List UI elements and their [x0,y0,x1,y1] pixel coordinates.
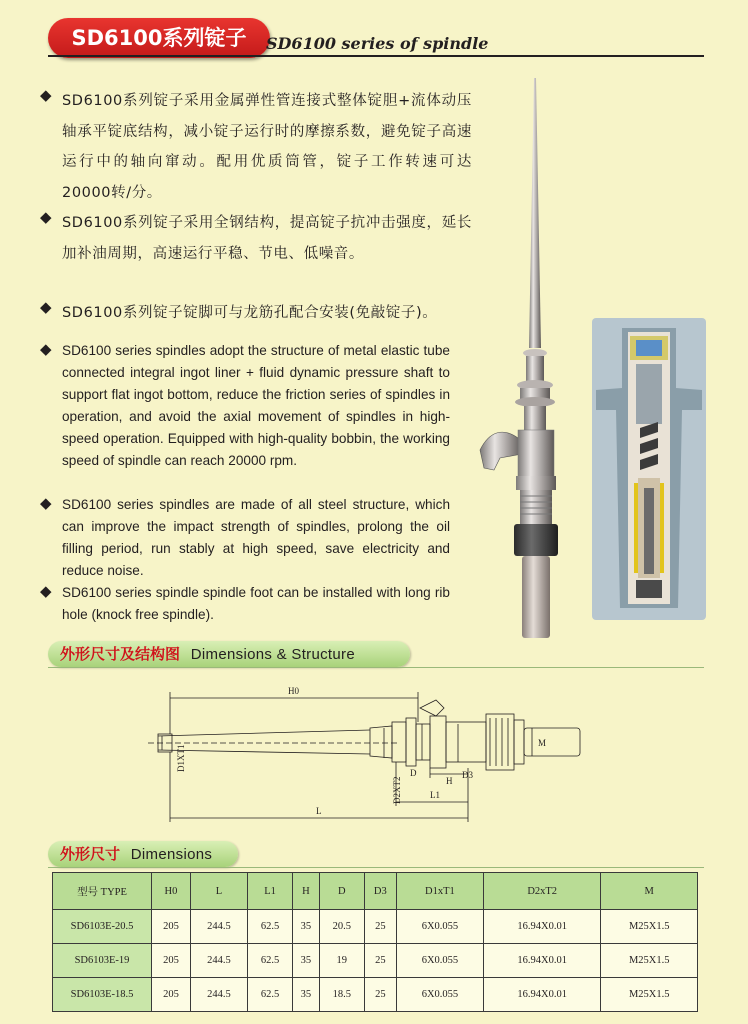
table-header: H0 [152,873,191,910]
table-cell: 16.94X0.01 [483,978,601,1012]
table-cell: 62.5 [248,910,293,944]
table-header: D1xT1 [396,873,483,910]
table-cell: 244.5 [190,944,247,978]
page-title-en: SD6100 series of spindle [266,34,489,53]
feature-en-3 [40,582,450,626]
title-underline [48,55,704,57]
table-cell: M25X1.5 [601,978,698,1012]
table-header: M [601,873,698,910]
dim-label-l1: L1 [430,790,440,800]
diamond-bullet-icon: ◆ [40,340,52,358]
feature-text: SD6100 series spindle spindle foot can be installed with long rib hole (knock free spindle). [62,585,450,622]
table-cell: SD6103E-18.5 [53,978,152,1012]
feature-text: SD6100系列锭子锭脚可与龙筋孔配合安装(免敲锭子)。 [62,305,438,321]
spindle-photo [470,78,580,638]
technical-drawing [140,678,600,828]
table-header: D3 [364,873,396,910]
table-header: H [293,873,320,910]
table-row [53,910,698,944]
section-heading-cn: 外形尺寸及结构图 [60,645,181,663]
table-cell: 25 [364,944,396,978]
table-cell: 62.5 [248,978,293,1012]
diamond-bullet-icon: ◆ [40,494,52,512]
table-cell: 62.5 [248,944,293,978]
section-divider [48,867,704,868]
dim-label-m: M [538,738,547,748]
feature-en-1 [40,340,450,472]
table-header: L1 [248,873,293,910]
feature-text: SD6100系列锭子采用全钢结构，提高锭子抗冲击强度，延长加补油周期，高速运行平稳、节电、低噪音。 [62,215,472,262]
table-cell: M25X1.5 [601,944,698,978]
section-heading-en: Dimensions & Structure [190,646,355,663]
dim-label-l: L [316,806,322,816]
table-header-row [53,873,698,910]
table-cell: M25X1.5 [601,910,698,944]
section-heading-dimensions [48,841,238,867]
cross-section-diagram [592,318,706,620]
feature-text: SD6100 series spindles are made of all steel structure, which can improve the impact strength of spindles, prolong the oil filling period, run stably at high speed, save electricity and reduce noise. [62,497,450,578]
table-cell: SD6103E-20.5 [53,910,152,944]
section-divider [48,667,704,668]
dim-label-h: H [446,776,453,786]
table-cell: 205 [152,910,191,944]
table-cell: 16.94X0.01 [483,944,601,978]
diamond-bullet-icon: ◆ [40,582,52,600]
feature-cn-1 [40,86,472,208]
diamond-bullet-icon: ◆ [40,86,52,104]
page-title-badge: SD6100系列锭子 [48,18,270,58]
table-header: D [319,873,364,910]
section-heading-cn: 外形尺寸 [60,845,121,863]
table-row [53,978,698,1012]
dim-label-d1xt1: D1XT1 [176,744,186,772]
dim-label-d: D [410,768,417,778]
table-cell: 6X0.055 [396,910,483,944]
dimensions-table [52,872,698,1012]
table-cell: 25 [364,910,396,944]
section-heading-structure [48,641,410,667]
table-cell: 6X0.055 [396,944,483,978]
table-cell: 244.5 [190,978,247,1012]
table-cell: 35 [293,944,320,978]
feature-cn-3 [40,298,490,329]
feature-text: SD6100系列锭子采用金属弹性管连接式整体锭胆+流体动压轴承平锭底结构，减小锭子运行时的摩擦系数，避免锭子高速运行中的轴向窜动。配用优质筒管，锭子工作转速可达20000转/分。 [62,93,472,201]
table-row [53,944,698,978]
table-cell: 18.5 [319,978,364,1012]
table-cell: 205 [152,978,191,1012]
table-cell: 25 [364,978,396,1012]
table-cell: SD6103E-19 [53,944,152,978]
table-cell: 16.94X0.01 [483,910,601,944]
table-header: D2xT2 [483,873,601,910]
dim-label-h0: H0 [288,686,299,696]
diamond-bullet-icon: ◆ [40,298,52,316]
table-cell: 205 [152,944,191,978]
dim-label-d3: D3 [462,770,473,780]
table-cell: 20.5 [319,910,364,944]
table-header: 型号 TYPE [53,873,152,910]
diamond-bullet-icon: ◆ [40,208,52,226]
table-cell: 6X0.055 [396,978,483,1012]
feature-cn-2 [40,208,472,269]
section-heading-en: Dimensions [130,846,213,863]
table-cell: 35 [293,978,320,1012]
table-cell: 35 [293,910,320,944]
feature-text: SD6100 series spindles adopt the structure of metal elastic tube connected integral ingot liner + fluid dynamic pressure shaft to support flat ingot bottom, reduce the friction series of spindles in operation, and avoid the axial movement of spindles in high-speed operation. Equipped with high-quality bobbin, the working speed of spindle can reach 20000 rpm. [62,343,450,468]
table-cell: 19 [319,944,364,978]
table-cell: 244.5 [190,910,247,944]
table-header: L [190,873,247,910]
dim-label-d2xt2: D2XT2 [392,776,402,804]
feature-en-2 [40,494,450,582]
